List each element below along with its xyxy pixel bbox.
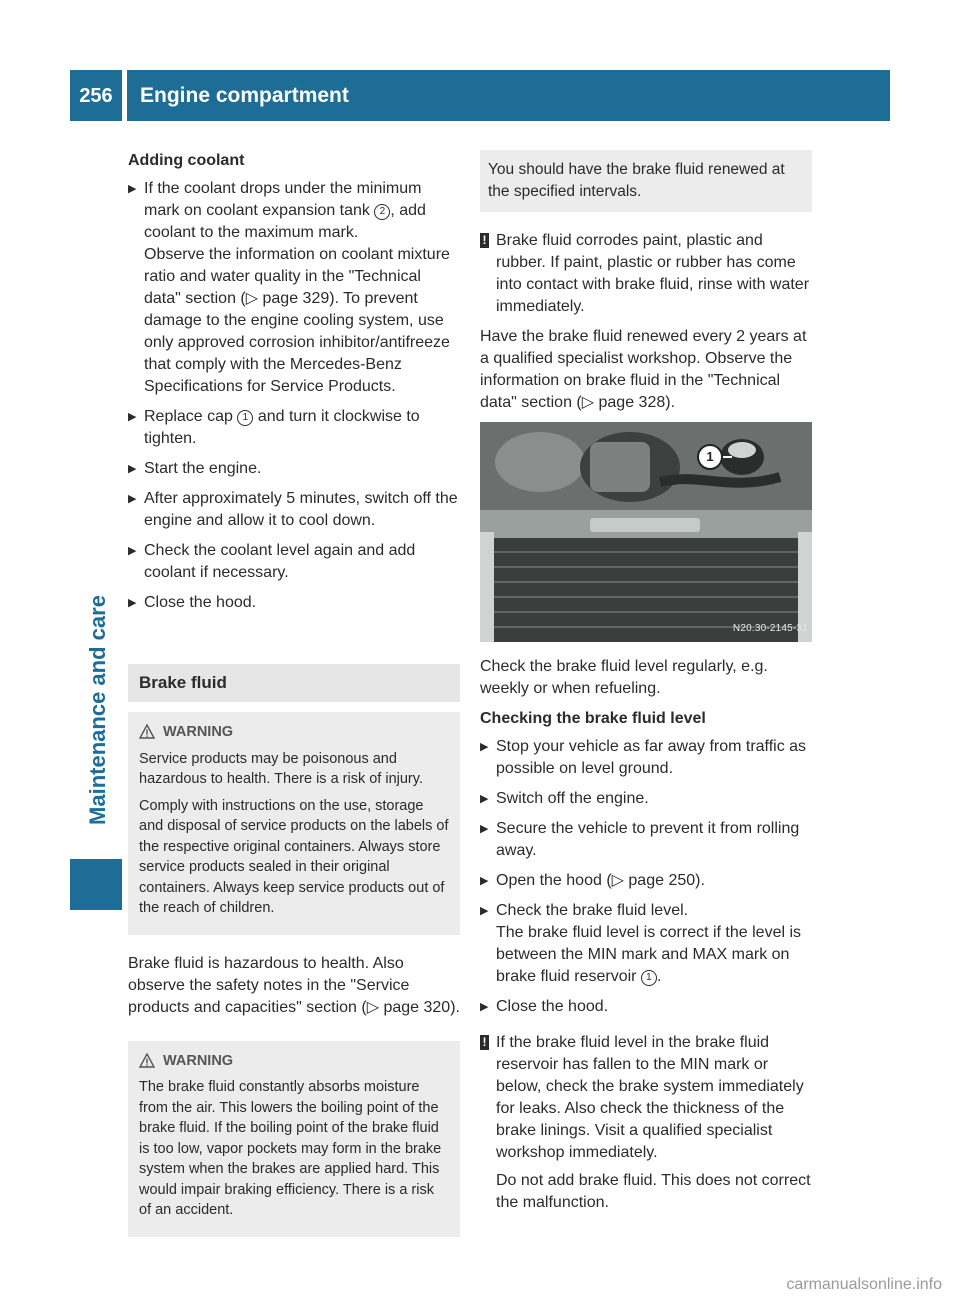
- warning-triangle-icon: [139, 1053, 155, 1069]
- ref-arrow-icon: ▷: [581, 394, 595, 411]
- step-arrow-icon: ▶: [480, 793, 489, 805]
- warning-header: [139, 1051, 449, 1072]
- renew-interval-note: You should have the brake fluid renewed at the specified intervals.: [480, 150, 812, 212]
- step-arrow-icon: ▶: [128, 183, 137, 195]
- step-check-brake-level: ▶ Check the brake fluid level. The brake fluid level is correct if the level is between the MIN mark and MAX mark on brake fluid reservoir 1 .: [480, 902, 802, 985]
- warning-triangle-icon: [139, 724, 155, 740]
- callout-1-marker: 1: [697, 444, 723, 470]
- step-switch-off: ▶ After approximately 5 minutes, switch off the engine and allow it to cool down.: [128, 490, 458, 529]
- step-arrow-icon: ▶: [480, 741, 489, 753]
- warning-label: WARNING: [163, 724, 234, 740]
- step-replace-cap: ▶ Replace cap 1 and turn it clockwise to tighten.: [128, 408, 420, 447]
- sidebar-section: [80, 595, 116, 825]
- step-arrow-icon: ▶: [128, 493, 137, 505]
- image-code: N20.30-2145-31: [732, 623, 808, 634]
- adding-coolant-heading: Adding coolant: [128, 152, 245, 169]
- step-stop-vehicle: ▶ Stop your vehicle as far away from traffic as possible on level ground.: [480, 738, 807, 777]
- step-arrow-icon: ▶: [480, 823, 489, 835]
- step-arrow-icon: ▶: [480, 875, 489, 887]
- page-ref-link[interactable]: page 320: [383, 998, 451, 1016]
- renew-paragraph: Have the brake fluid renewed every 2 years at a qualified specialist workshop. Observe the information on brake fluid in the "Technical data" section (▷ page 328).: [480, 328, 807, 411]
- page-ref-link[interactable]: page 329: [262, 290, 330, 307]
- ref-arrow-icon: ▷: [245, 290, 259, 307]
- brake-fluid-section-title: Brake fluid: [128, 664, 460, 702]
- step-arrow-icon: ▶: [128, 463, 137, 475]
- step-switch-off-engine: ▶ Switch off the engine.: [480, 788, 812, 810]
- notice-corrodes: ! Brake fluid corrodes paint, plastic and rubber. If paint, plastic or rubber has come into contact with brake fluid, rinse with water immediately.: [480, 230, 812, 318]
- step-arrow-icon: ▶: [480, 905, 489, 917]
- exclamation-icon: !: [480, 1035, 489, 1050]
- step-close-hood-2: ▶ Close the hood.: [480, 996, 812, 1018]
- checking-heading: Checking the brake fluid level: [480, 710, 706, 727]
- page-ref-link[interactable]: page 328: [598, 394, 666, 411]
- step-coolant-fill: ▶ If the coolant drops under the minimum mark on coolant expansion tank 2 , add coolant to the maximum mark. Observe the information on coolant mixture ratio and water quality in the "Technical data" section (▷ page 329). To prevent damage to the engine cooling system, use only approved corrosion inhibitor/antifreeze that comply with the Mercedes-Benz Specifications for Service Products.: [128, 180, 450, 395]
- step-arrow-icon: ▶: [128, 411, 137, 423]
- warning-text: The brake fluid constantly absorbs moisture from the air. This lowers the boiling point of the brake fluid. If the boiling point of the brake fluid is too low, vapor pockets may form in the brake system when the brakes are applied hard. This would impair braking efficiency. There is a risk of an accident.: [139, 1079, 442, 1218]
- step-secure-vehicle: ▶ Secure the vehicle to prevent it from rolling away.: [480, 820, 800, 859]
- step-arrow-icon: ▶: [128, 597, 137, 609]
- sidebar-tab-marker: [70, 859, 122, 910]
- callout-2-icon: 2: [374, 204, 390, 220]
- callout-1-icon: 1: [237, 410, 253, 426]
- warning-text: Comply with instructions on the use, storage and disposal of service products on the labels of the respective original containers. Always store service products sealed in their original containers. Always keep service products out of the reach of children.: [139, 797, 449, 916]
- page-ref-link[interactable]: page 250: [628, 872, 696, 889]
- engine-bay-photo: [480, 422, 812, 642]
- ref-arrow-icon: ▷: [611, 872, 624, 889]
- sidebar-section-label: Maintenance and care: [85, 595, 110, 825]
- notice-text: Do not add brake fluid. This does not correct the malfunction.: [496, 1172, 811, 1211]
- warning-box-poisonous: [128, 712, 460, 935]
- step-arrow-icon: ▶: [480, 1001, 489, 1013]
- step-start-engine: ▶ Start the engine.: [128, 458, 460, 480]
- warning-text: Service products may be poisonous and hazardous to health. There is a risk of injury.: [139, 750, 423, 787]
- ref-arrow-icon: ▷: [366, 998, 380, 1016]
- step-close-hood: ▶ Close the hood.: [128, 592, 460, 614]
- warning-box-moisture: [128, 1041, 460, 1237]
- hazard-paragraph: Brake fluid is hazardous to health. Also observe the safety notes in the "Service products and capacities" section (▷ page 320).: [128, 954, 460, 1016]
- right-column: [480, 150, 812, 1222]
- page-title: Engine compartment: [127, 70, 890, 121]
- step-check-level: ▶ Check the coolant level again and add coolant if necessary.: [128, 542, 416, 581]
- engine-bay-illustration: [480, 422, 812, 642]
- exclamation-icon: !: [480, 233, 489, 248]
- notice-min-level: [480, 1032, 812, 1214]
- callout-1-icon: 1: [641, 970, 657, 986]
- watermark: carmanualsonline.info: [786, 1276, 942, 1293]
- warning-label: WARNING: [163, 1052, 234, 1069]
- left-column: [128, 150, 460, 1255]
- step-arrow-icon: ▶: [128, 545, 137, 557]
- page-number: 256: [70, 70, 122, 121]
- step-open-hood: ▶ Open the hood (▷ page 250).: [480, 870, 812, 892]
- notice-text: If the brake fluid level in the brake fluid reservoir has fallen to the MIN mark or below, check the brake system immediately for leaks. Also check the thickness of the brake linings. Visit a qualified specialist workshop immediately.: [496, 1034, 804, 1161]
- warning-header: [139, 722, 449, 743]
- check-regularly-text: Check the brake fluid level regularly, e.g. weekly or when refueling.: [480, 658, 768, 697]
